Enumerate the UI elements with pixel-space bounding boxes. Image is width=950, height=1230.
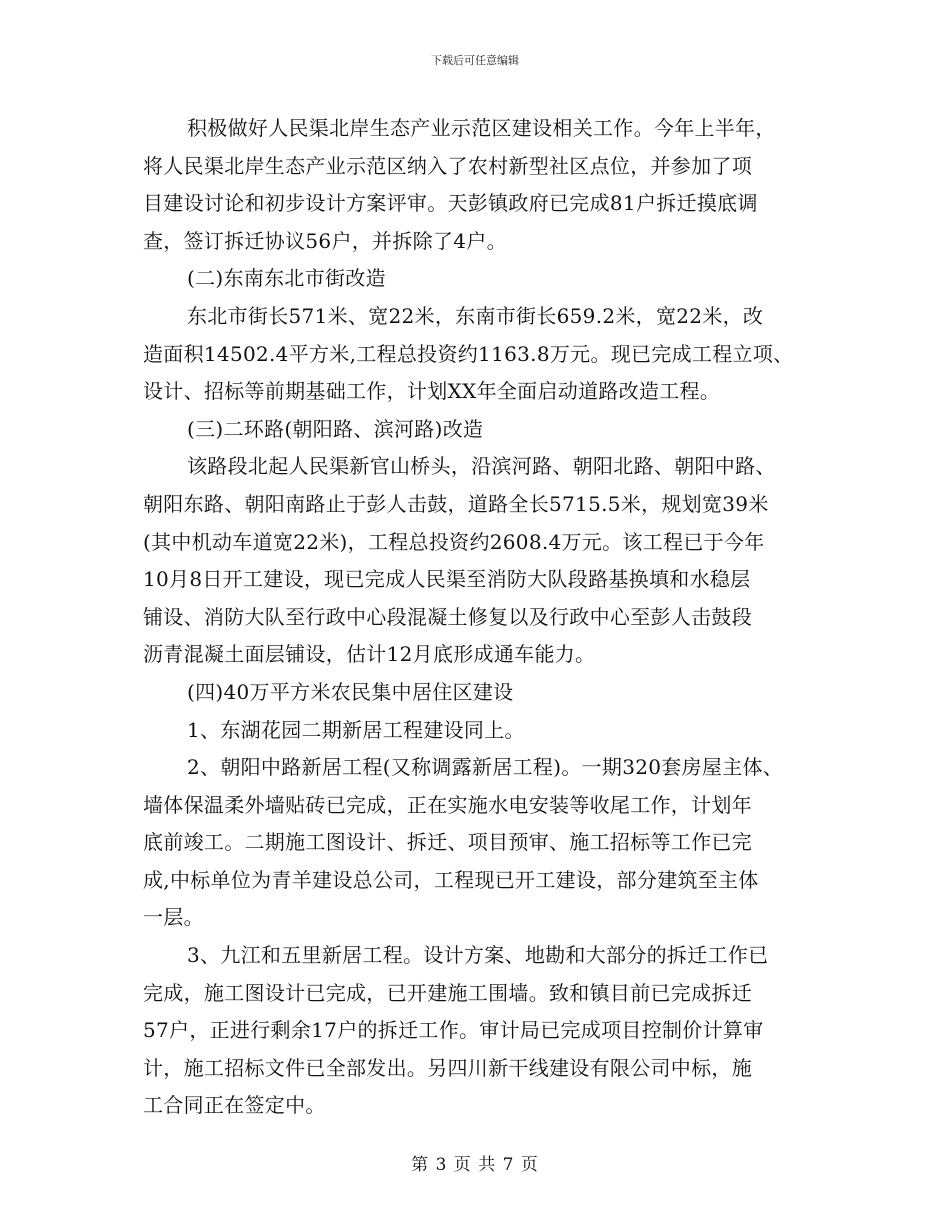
text-line: 一层。 <box>143 905 204 930</box>
text-line: 10月8日开工建设，现已完成人民渠至消防大队段路基换填和水稳层 <box>143 567 751 592</box>
section-heading: (二)东南东北市街改造 <box>187 266 386 291</box>
text-line: 计，施工招标文件已全部发出。另四川新干线建设有限公司中标，施 <box>143 1055 752 1080</box>
text-line: 铺设、消防大队至行政中心段混凝土修复以及行政中心至彭人击鼓段 <box>143 604 752 629</box>
text-line: 朝阳东路、朝阳南路止于彭人击鼓，道路全长5715.5米，规划宽39米 <box>143 491 769 516</box>
text-line: 成,中标单位为青羊建设总公司，工程现已开工建设，部分建筑至主体 <box>143 867 759 892</box>
text-line: 1、东湖花园二期新居工程建设同上。 <box>187 717 525 742</box>
section-heading: (三)二环路(朝阳路、滨河路)改造 <box>187 416 484 441</box>
text-line: 该路段北起人民渠新官山桥头，沿滨河路、朝阳北路、朝阳中路、 <box>187 454 776 479</box>
header-note: 下载后可任意编辑 <box>431 54 519 67</box>
text-line: 57户，正进行剩余17户的拆迁工作。审计局已完成项目控制价计算审 <box>143 1018 764 1043</box>
text-line: 2、朝阳中路新居工程(又称调露新居工程)。一期320套房屋主体、 <box>187 755 784 780</box>
text-line: 目建设讨论和初步设计方案评审。天彭镇政府已完成81户拆迁摸底调 <box>143 191 758 216</box>
text-line: 工合同正在签定中。 <box>143 1093 326 1118</box>
page-number: 第 3 页 共 7 页 <box>411 1155 539 1175</box>
text-line: 设计、招标等前期基础工作，计划XX年全面启动道路改造工程。 <box>143 379 721 404</box>
text-line: 完成，施工图设计已完成，已开建施工围墙。致和镇目前已完成拆迁 <box>143 980 752 1005</box>
text-line: 3、九江和五里新居工程。设计方案、地勘和大部分的拆迁工作已 <box>187 943 769 968</box>
text-line: 东北市街长571米、宽22米，东南市街长659.2米，宽22米，改 <box>187 303 764 328</box>
text-line: 沥青混凝土面层铺设，估计12月底形成通车能力。 <box>143 642 596 667</box>
text-line: (其中机动车道宽22米)，工程总投资约2608.4万元。该工程已于今年 <box>143 529 765 554</box>
text-line: 造面积14502.4平方米,工程总投资约1163.8万元。现已完成工程立项、 <box>143 341 794 366</box>
text-line: 墙体保温柔外墙贴砖已完成，正在实施水电安装等收尾工作，计划年 <box>143 792 752 817</box>
text-line: 积极做好人民渠北岸生态产业示范区建设相关工作。今年上半年， <box>187 116 776 140</box>
section-heading: (四)40万平方米农民集中居住区建设 <box>187 679 514 704</box>
text-line: 底前竣工。二期施工图设计、拆迁、项目预审、施工招标等工作已完 <box>143 830 752 855</box>
text-line: 查，签订拆迁协议56户，并拆除了4户。 <box>143 228 507 253</box>
text-line: 将人民渠北岸生态产业示范区纳入了农村新型社区点位，并参加了项 <box>143 153 752 178</box>
document-body <box>143 110 815 1125</box>
